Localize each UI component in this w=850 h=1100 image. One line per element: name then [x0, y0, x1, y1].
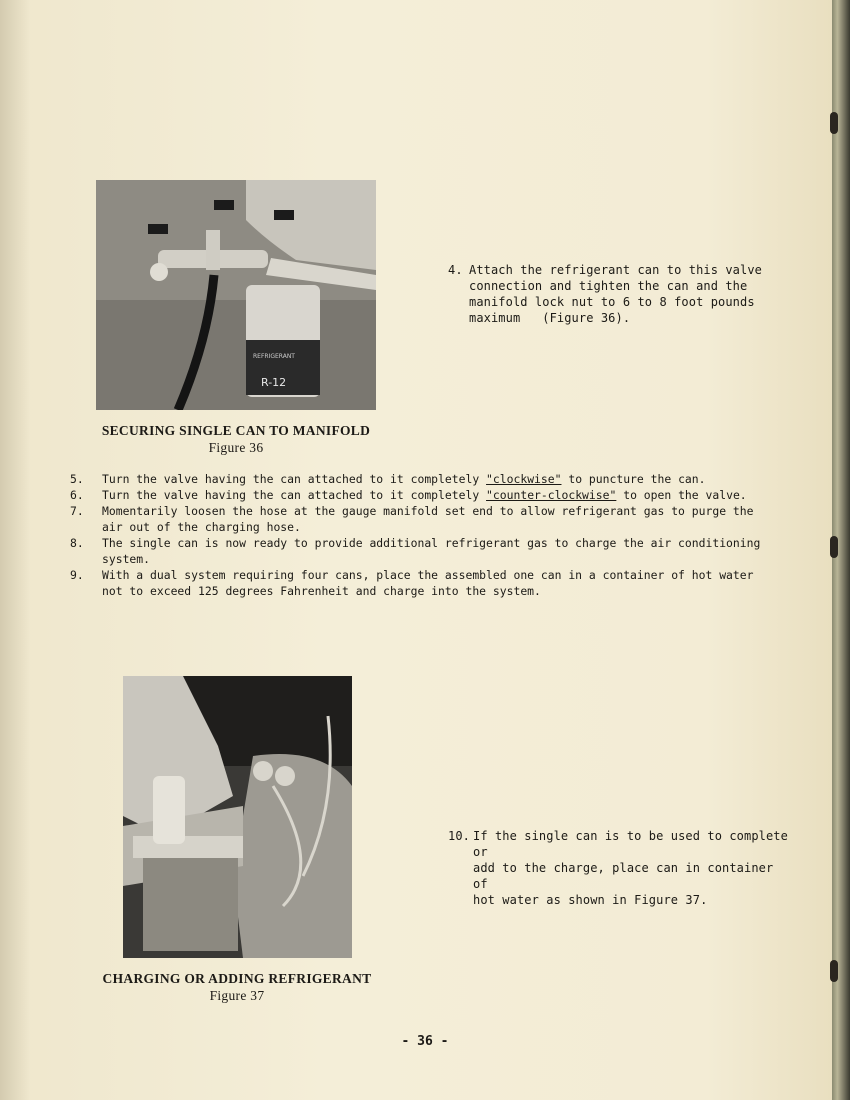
step-text-line: air out of the charging hose.	[102, 520, 301, 534]
step-7	[70, 503, 790, 535]
step-text-line: The single can is now ready to provide additional refrigerant gas to charge the air conditioning	[102, 536, 761, 550]
step-text-line: not to exceed 125 degrees Fahrenheit and charge into the system.	[102, 584, 541, 598]
svg-text:R-12: R-12	[261, 376, 287, 389]
step-4	[448, 262, 768, 332]
step-8	[70, 535, 790, 567]
step-text: Turn the valve having the can attached to it completely	[102, 488, 487, 502]
svg-text:REFRIGERANT: REFRIGERANT	[253, 353, 295, 360]
figure-37-number: Figure 37	[209, 988, 265, 1003]
step-number: 5.	[70, 472, 84, 486]
step-text: to open the valve.	[616, 488, 747, 502]
figure-36-caption	[86, 422, 386, 456]
figure-37-photo	[123, 676, 352, 958]
binder-hole	[830, 960, 838, 982]
step-number: 8.	[70, 536, 84, 550]
step-text: Turn the valve having the can attached to it completely	[102, 472, 487, 486]
page-number: - 36 -	[401, 1034, 449, 1049]
page-left-shade	[0, 0, 30, 1100]
step-number: 10.	[448, 829, 470, 843]
figure-37-title: CHARGING OR ADDING REFRIGERANT	[102, 971, 372, 986]
step-5	[70, 471, 790, 487]
figure-37-caption	[86, 970, 388, 1004]
emphasis-clockwise: "clockwise"	[486, 472, 562, 486]
step-text-line: system.	[102, 552, 151, 566]
figure-36-title: SECURING SINGLE CAN TO MANIFOLD	[101, 423, 371, 438]
step-text-line: hot water as shown in Figure 37.	[473, 893, 708, 907]
step-text-line: Momentarily loosen the hose at the gauge manifold set end to allow refrigerant gas to purge the	[102, 504, 754, 518]
step-text-line: maximum (Figure 36).	[469, 311, 631, 325]
step-text-line: Attach the refrigerant can to this valve	[469, 263, 762, 277]
step-text: to puncture the can.	[561, 472, 706, 486]
step-9	[70, 567, 790, 599]
instruction-list	[70, 471, 790, 599]
step-text-line: manifold lock nut to 6 to 8 foot pounds	[469, 295, 755, 309]
step-number: 7.	[70, 504, 84, 518]
step-10	[448, 828, 793, 907]
step-text-line: With a dual system requiring four cans, place the assembled one can in a container of hot water	[102, 568, 754, 582]
binder-hole	[830, 536, 838, 558]
step-number: 6.	[70, 488, 84, 502]
step-number: 4.	[448, 263, 463, 277]
step-number: 9.	[70, 568, 84, 582]
figure-36-photo	[96, 180, 376, 410]
step-text-line: connection and tighten the can and the	[469, 279, 748, 293]
step-text-line: add to the charge, place can in container of	[473, 861, 774, 891]
emphasis-counter-clockwise: "counter-clockwise"	[486, 488, 617, 502]
step-6	[70, 487, 790, 503]
figure-36-number: Figure 36	[208, 440, 264, 455]
step-text-line: If the single can is to be used to complete or	[473, 829, 788, 859]
binder-hole	[830, 112, 838, 134]
